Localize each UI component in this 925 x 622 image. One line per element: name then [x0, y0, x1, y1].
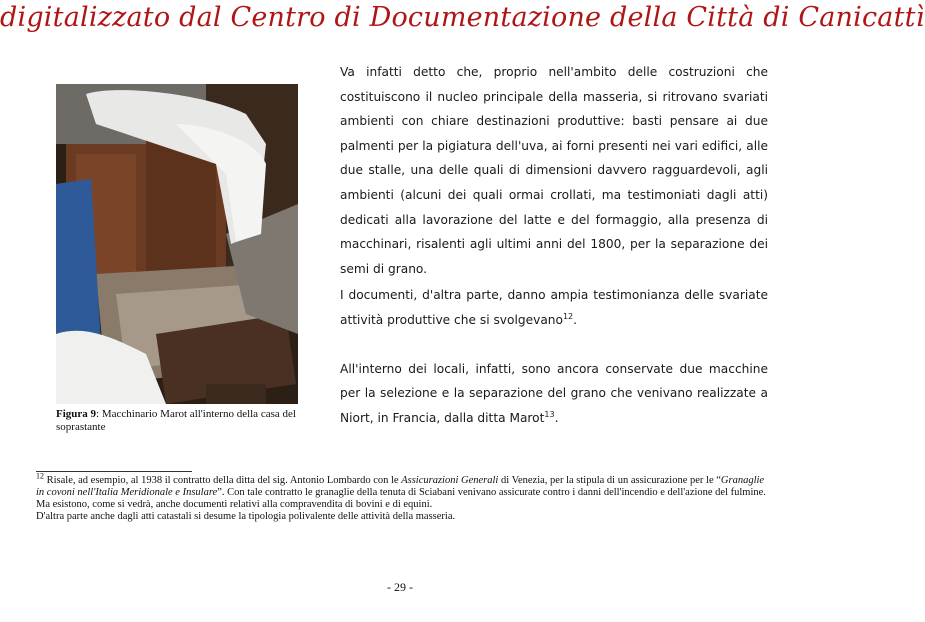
footnote-ref-12[interactable]: 12	[562, 311, 574, 321]
figure-caption	[56, 408, 306, 434]
footnote-number: 12	[36, 471, 44, 481]
footnote-separator	[36, 471, 192, 472]
figure-caption-text: : Macchinario Marot all'interno della casa del soprastante	[56, 408, 296, 433]
footnote-part3: ”. Con tale contratto le granaglie della tenuta di Sciabani venivano assicurate contro i danni dell'incendio e dell'azione del fulmine.	[217, 487, 766, 498]
footnotes	[36, 471, 766, 523]
footnote-ref-13[interactable]: 13	[544, 409, 555, 419]
paragraph-3-text: All'interno dei locali, infatti, sono ancora conservate due macchine per la selezione e la separazione del grano che venivano realizzate a Niort, in Francia, dalla ditta Marot	[340, 361, 768, 425]
paragraph-1: Va infatti detto che, proprio nell'ambito delle costruzioni che costituiscono il nucleo principale della masseria, si ritrovano svariati ambienti con chiare destinazioni produttive: basti pensare ai due palmenti per la pigiatura dell'uva, ai forni presenti nei vari edifici, alle due stalle, una delle quali di dimensioni davvero ragguardevoli, agli ambienti (alcuni dei quali ormai crollati, ma testimoniati dagli atti) dedicati alla lavorazione del latte e del formaggio, alla presenza di macchinari, risalenti agli ultimi anni del 1800, per la separazione dei semi di grano.	[340, 65, 768, 276]
footnote-12	[36, 471, 766, 499]
footnote-line-2: Ma esistono, come si vedrà, anche documenti relativi alla compravendita di bovini e di equini.	[36, 499, 433, 510]
main-text	[340, 60, 768, 430]
paragraph-3	[340, 357, 768, 431]
paragraph-3-end: .	[554, 410, 559, 425]
machine-photo	[56, 84, 298, 404]
footnote-part2: di Venezia, per la stipula di un assicurazione per le “	[498, 475, 721, 486]
paragraph-2-end: .	[573, 312, 578, 327]
footnote-line-3: D'altra parte anche dagli atti catastali si desume la tipologia polivalente delle attività della masseria.	[36, 511, 456, 522]
figure-label: Figura 9	[56, 408, 97, 420]
footnote-part1: Risale, ad esempio, al 1938 il contratto della ditta del sig. Antonio Lombardo con le	[44, 475, 402, 486]
paragraph-2-text: I documenti, d'altra parte, danno ampia testimonianza delle svariate attività produttive che si svolgevano	[340, 288, 768, 327]
footnote-italic2: Granaglie in covoni nell'Italia Meridionale e Insulare	[36, 475, 765, 498]
machinery-image	[56, 84, 298, 404]
page-header: digitalizzato dal Centro di Documentazione della Città di Canicattì	[0, 2, 925, 33]
footnote-italic1: Assicurazioni Generali	[401, 475, 499, 486]
page-number: - 29 -	[387, 580, 413, 594]
paragraph-2	[340, 283, 768, 332]
